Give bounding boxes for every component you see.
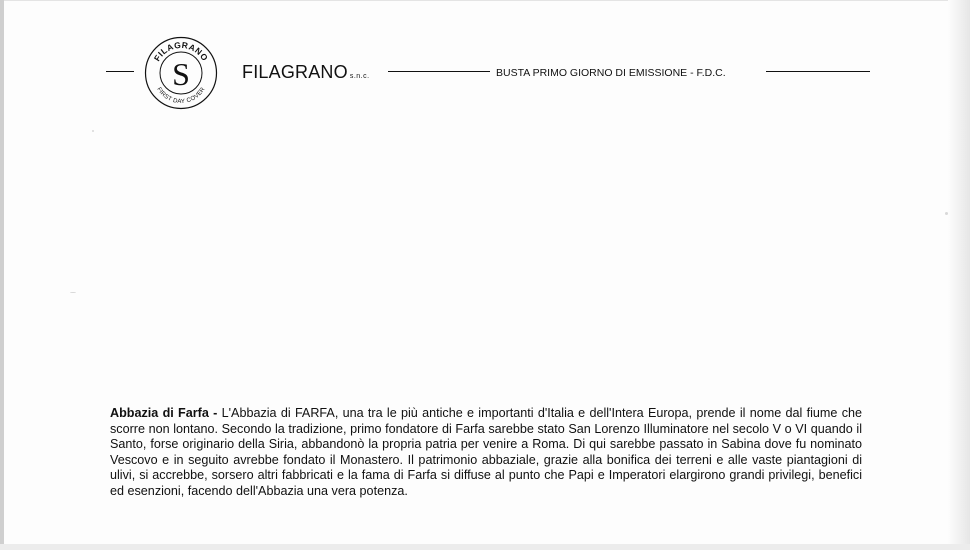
scan-speck — [945, 212, 948, 215]
seal-letter: S — [172, 56, 190, 92]
header-rule-right — [766, 71, 870, 72]
envelope-right-edge — [948, 0, 970, 550]
seal-bottom-text: FIRST DAY COVER — [155, 86, 207, 106]
header-rule-left — [106, 71, 134, 72]
filagrano-seal-logo — [144, 36, 218, 110]
scan-speck — [92, 130, 94, 132]
description-text: L'Abbazia di FARFA, una tra le più antiche e importanti d'Italia e dell'Intera Europa, prende il nome dal fiume che scorre non lontano. Secondo la tradizione, primo fondatore di Farfa sarebbe stato San Lorenzo Illuminatore nel secolo V o VI quando il Santo, forse originario della Siria, abbandonò la propria patria per venire a Roma. Di qui sarebbe passato in Sabina dove fu nominato Vescovo e in seguito avrebbe fondato il Monastero. Il patrimonio abbaziale, grazie alla bonifica dei terreni e alle vaste piantagioni di ulivi, si accrebbe, sorsero altri fabbricati e la fama di Farfa si diffuse al punto che Papi e Imperatori elargirono grandi privilegi, benefici ed esenzioni, facendo dell'Abbazia una vera potenza. — [110, 406, 863, 498]
scan-speck — [70, 292, 76, 293]
envelope-bottom-edge — [0, 544, 970, 550]
brand-name — [242, 62, 370, 83]
abbey-description — [110, 406, 862, 500]
seal-top-text: FILAGRANO — [151, 39, 211, 63]
fdc-title: BUSTA PRIMO GIORNO DI EMISSIONE - F.D.C. — [496, 67, 726, 79]
description-heading: Abbazia di Farfa - — [110, 406, 218, 420]
header-rule-middle — [388, 71, 490, 72]
brand-suffix: s.n.c. — [349, 73, 370, 80]
brand-label: FILAGRANO — [242, 62, 348, 82]
envelope-left-edge — [0, 0, 4, 550]
